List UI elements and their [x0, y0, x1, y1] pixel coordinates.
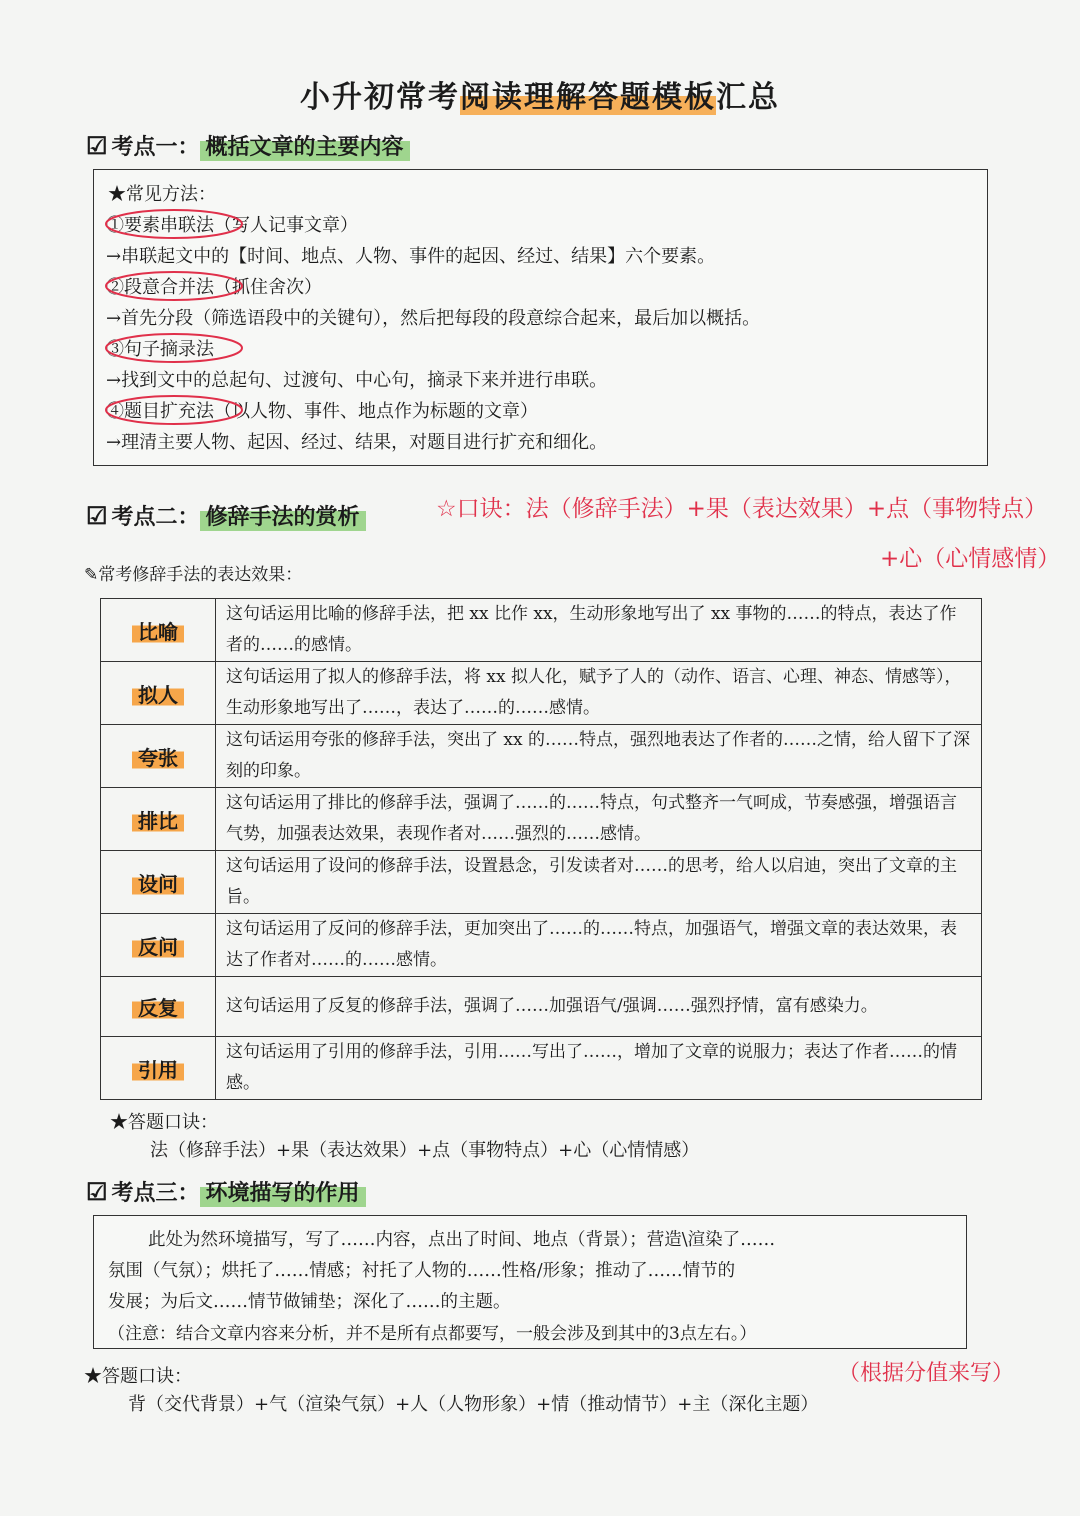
rhetoric-desc: 这句话运用了反复的修辞手法，强调了……加强语气/强调……强烈抒情，富有感染力。: [216, 977, 982, 1037]
section1-line: ③句子摘录法: [106, 339, 214, 360]
section2-mnemonic: 法（修辞手法）+果（表达效果）+点（事物特点）+心（心情情感）: [150, 1140, 700, 1161]
red-circle-annotation: [102, 392, 262, 428]
handwritten-note: （根据分值来写）: [838, 1361, 1015, 1386]
section1-line: ④题目扩充法（以人物、事件、地点作为标题的文章）: [106, 401, 538, 422]
table-row: [101, 599, 982, 662]
section2-topic: 修辞手法的赏析: [200, 500, 366, 531]
red-circle-annotation: [102, 330, 262, 366]
section2-subtitle: ✎常考修辞手法的表达效果：: [84, 565, 303, 585]
section2-mnemonic-title: ★答题口诀：: [110, 1112, 218, 1133]
handwritten-mnemonic-cont: +心（心情感情）: [880, 546, 1061, 572]
rhetoric-label: 夸张: [132, 745, 184, 771]
rhetoric-label: 设问: [132, 871, 184, 897]
page-title: [0, 72, 1080, 116]
table-row: [101, 851, 982, 914]
section3-mnemonic-title: ★答题口诀：: [84, 1366, 192, 1387]
red-circle-annotation: [102, 206, 262, 242]
section3-line: （注意：结合文章内容来分析，并不是所有点都要写，一般会涉及到其中的3点左右。）: [108, 1324, 757, 1344]
rhetoric-label: 排比: [132, 808, 184, 834]
rhetoric-desc: 这句话运用了设问的修辞手法，设置悬念，引发读者对……的思考，给人以启迪，突出了文章的主旨。: [216, 851, 982, 914]
section1-line: →理清主要人物、起因、经过、结果，对题目进行扩充和细化。: [106, 432, 608, 453]
table-row: [101, 725, 982, 788]
rhetoric-desc: 这句话运用了拟人的修辞手法，将 xx 拟人化，赋予了人的（动作、语言、心理、神态、情感等），生动形象地写出了……，表达了……的……感情。: [216, 662, 982, 725]
section1-line: ①要素串联法（写人记事文章）: [106, 215, 358, 236]
table-row: [101, 977, 982, 1037]
handwritten-mnemonic: ☆口诀：法（修辞手法）+果（表达效果）+点（事物特点）: [436, 496, 1048, 522]
section3-heading: [86, 1176, 366, 1207]
section1-line: ②段意合并法（抓住舍次）: [106, 277, 322, 298]
section1-line: →首先分段（筛选语段中的关键句），然后把每段的段意综合起来，最后加以概括。: [106, 308, 761, 329]
section1-line: ★常见方法：: [108, 184, 216, 205]
section3-mnemonic: 背（交代背景）+气（渲染气氛）+人（人物形象）+情（推动情节）+主（深化主题）: [128, 1394, 819, 1415]
rhetoric-desc: 这句话运用了引用的修辞手法，引用……写出了……，增加了文章的说服力；表达了作者……的情感。: [216, 1037, 982, 1100]
rhetoric-label: 反问: [132, 934, 184, 960]
table-row: [101, 1037, 982, 1100]
section3-topic: 环境描写的作用: [200, 1176, 366, 1207]
table-row: [101, 914, 982, 977]
rhetoric-desc: 这句话运用比喻的修辞手法，把 xx 比作 xx，生动形象地写出了 xx 事物的……的特点，表达了作者的……的感情。: [216, 599, 982, 662]
rhetoric-desc: 这句话运用夸张的修辞手法，突出了 xx 的……特点，强烈地表达了作者的……之情，给人留下了深刻的印象。: [216, 725, 982, 788]
section1-line: →找到文中的总起句、过渡句、中心句，摘录下来并进行串联。: [106, 370, 608, 391]
rhetoric-label: 反复: [132, 995, 184, 1021]
section1-line: →串联起文中的【时间、地点、人物、事件的起因、经过、结果】六个要素。: [106, 246, 716, 267]
rhetoric-table: [100, 598, 982, 1100]
section1-heading: [86, 130, 410, 161]
rhetoric-desc: 这句话运用了反问的修辞手法，更加突出了……的……特点，加强语气，增强文章的表达效果，表达了作者对……的……感情。: [216, 914, 982, 977]
rhetoric-label: 拟人: [132, 682, 184, 708]
checkbox-icon: ☑: [86, 131, 108, 160]
rhetoric-desc: 这句话运用了排比的修辞手法，强调了……的……特点，句式整齐一气呵成，节奏感强，增强语言气势，加强表达效果，表现作者对……强烈的……感情。: [216, 788, 982, 851]
section3-line: 此处为然环境描写，写了……内容，点出了时间、地点（背景）；营造\渲染了……: [148, 1230, 776, 1250]
title-highlight: 阅读理解答题模板: [460, 80, 716, 115]
red-circle-annotation: [102, 268, 262, 304]
section3-line: 发展；为后文……情节做铺垫；深化了……的主题。: [108, 1292, 511, 1312]
rhetoric-label: 比喻: [132, 619, 184, 645]
section1-box: [93, 169, 988, 466]
checkbox-icon: ☑: [86, 1177, 108, 1206]
section2-heading: [86, 500, 366, 531]
table-row: [101, 662, 982, 725]
section3-box: [93, 1215, 967, 1349]
title-post: 汇总: [716, 80, 780, 115]
rhetoric-label: 引用: [132, 1057, 184, 1083]
section3-line: 氛围（气氛）；烘托了……情感；衬托了人物的……性格/形象；推动了……情节的: [108, 1261, 736, 1281]
section1-label: 考点一：: [111, 134, 200, 160]
table-row: [101, 788, 982, 851]
checkbox-icon: ☑: [86, 501, 108, 530]
section3-label: 考点三：: [111, 1180, 200, 1206]
section1-topic: 概括文章的主要内容: [200, 130, 410, 161]
section2-label: 考点二：: [111, 504, 200, 530]
title-pre: 小升初常考: [300, 80, 460, 115]
